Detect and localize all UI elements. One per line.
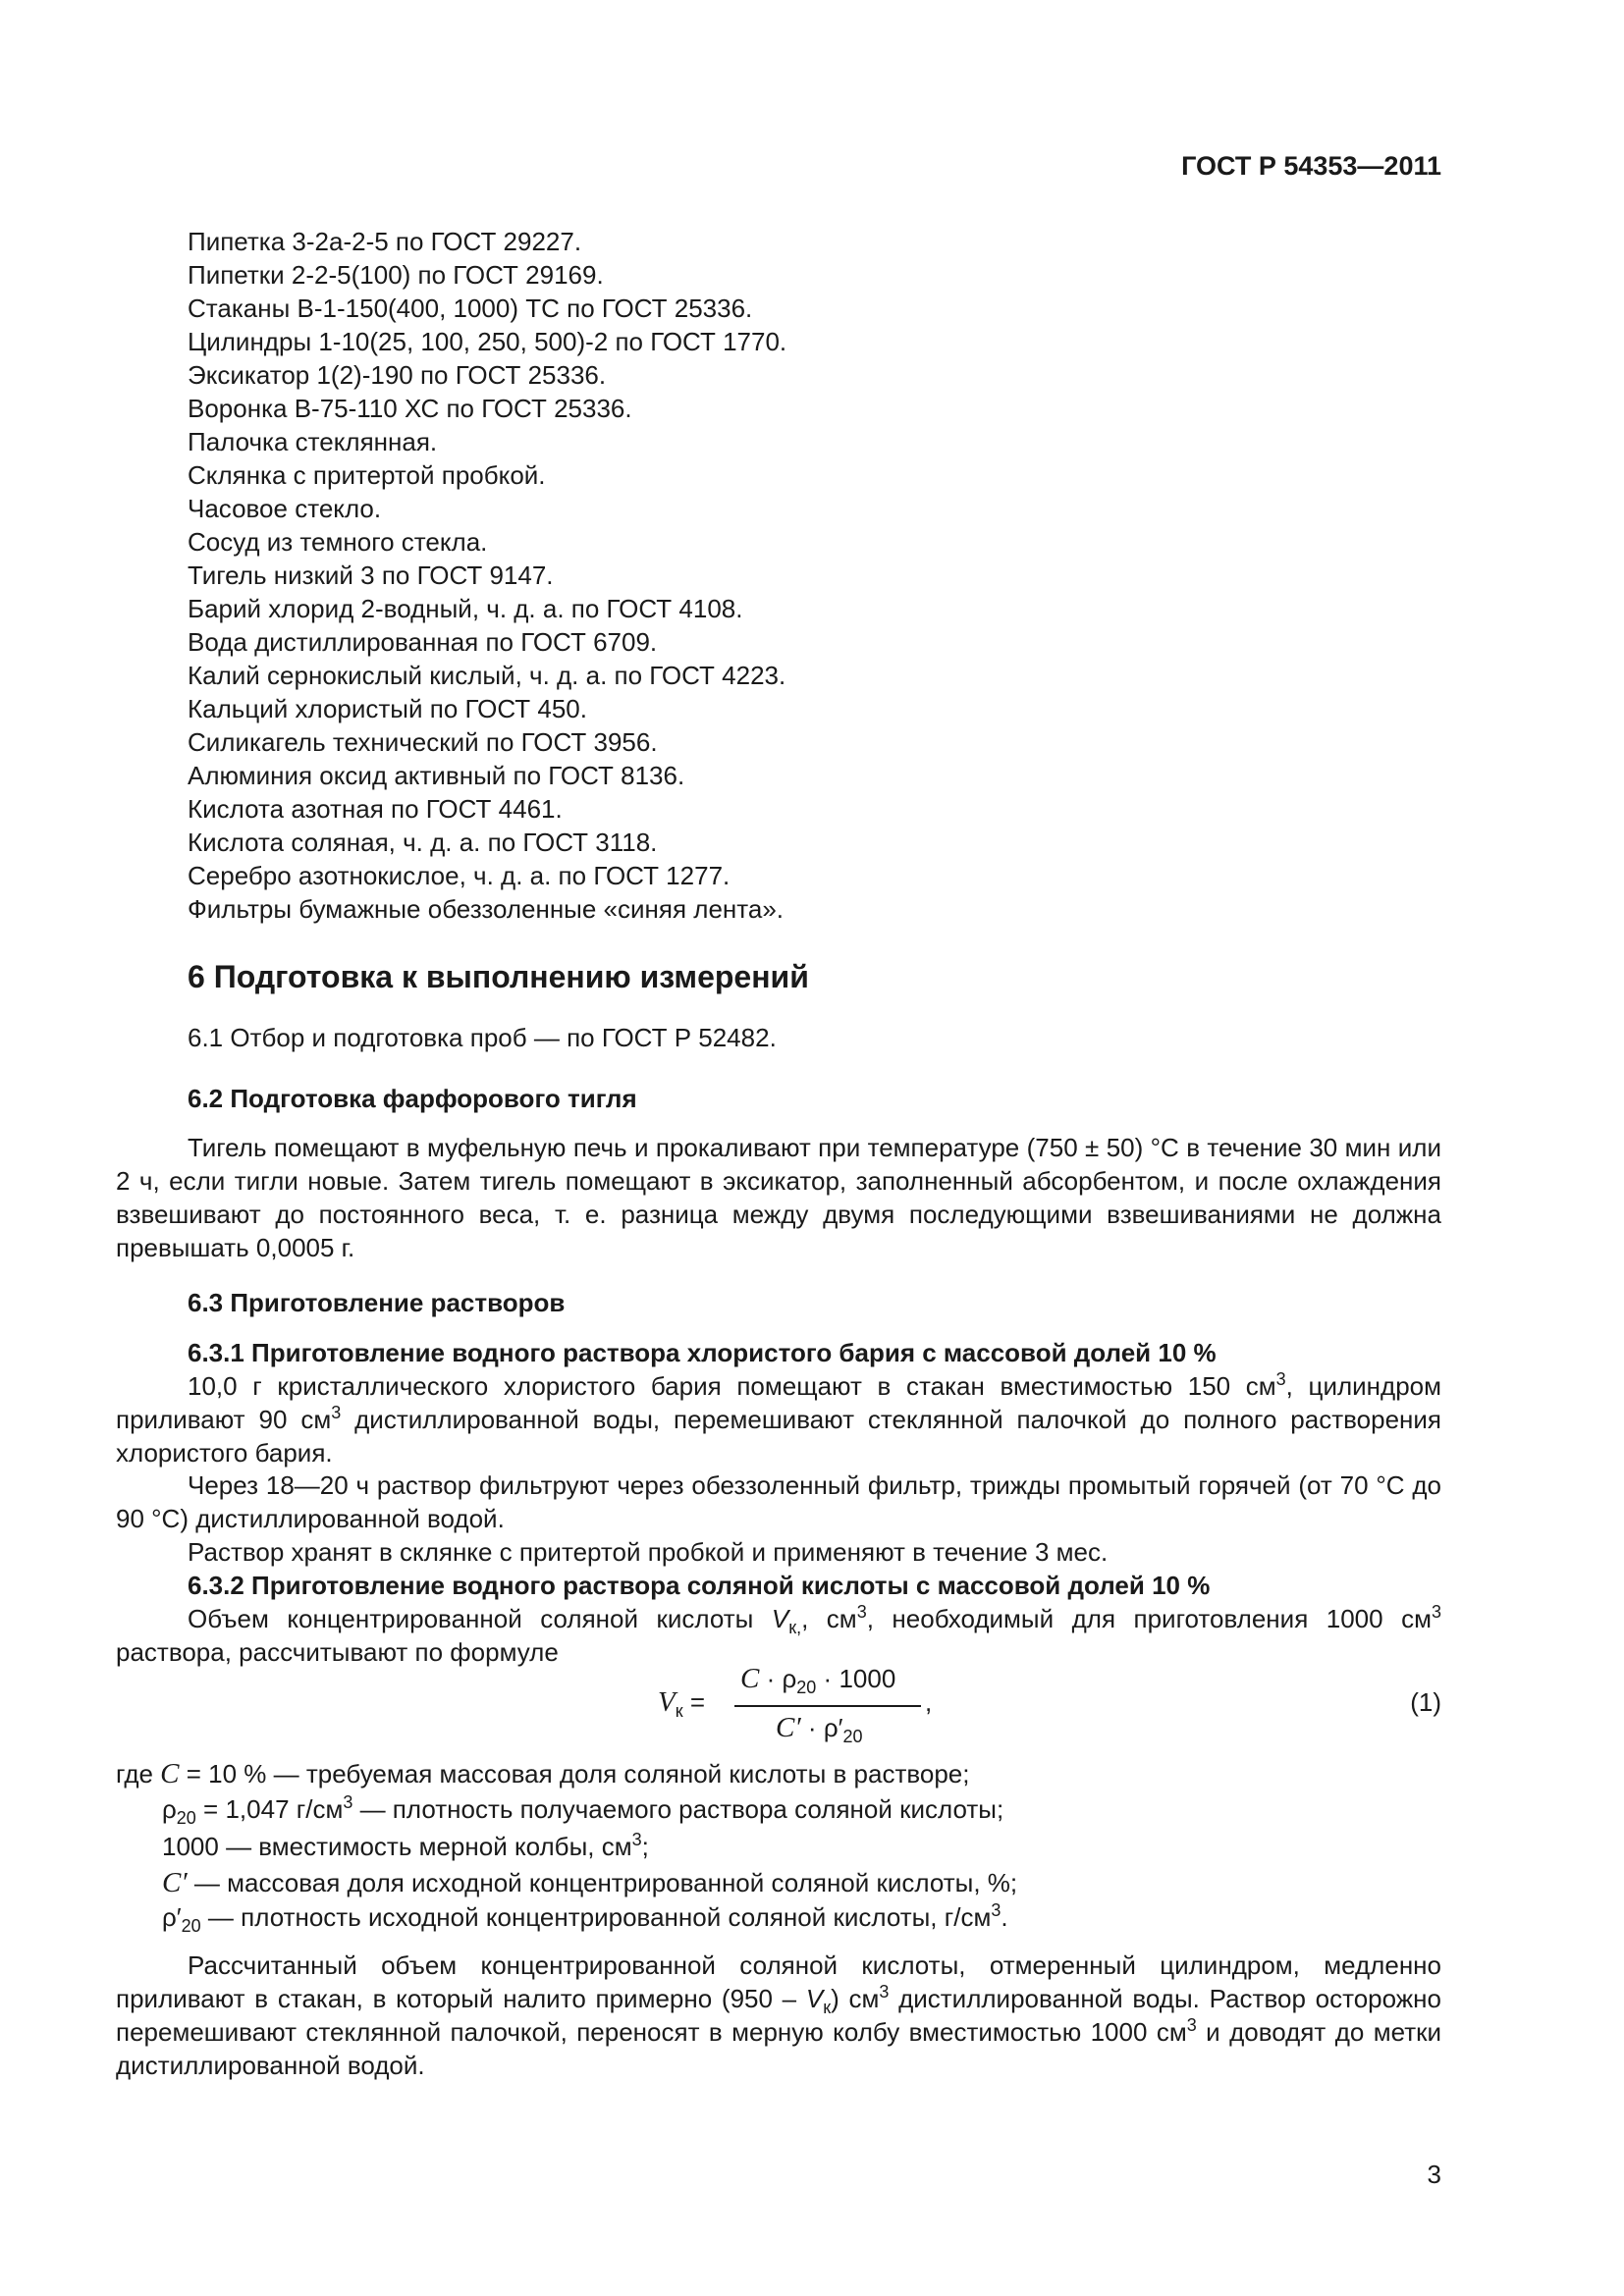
heading-6-3-1: 6.3.1 Приготовление водного раствора хлористого бария с массовой долей 10 %: [188, 1338, 1217, 1367]
paragraph-6-1: 6.1 Отбор и подготовка проб — по ГОСТ Р 52482.: [188, 1023, 777, 1052]
formula-lhs: $V_к$ =: [658, 1686, 706, 1721]
superscript: 3: [331, 1403, 342, 1422]
subscript: к: [675, 1701, 683, 1721]
list-item: Часовое стекло.: [188, 494, 382, 523]
list-item: Калий сернокислый кислый, ч. д. а. по ГОСТ 4223.: [188, 661, 786, 690]
list-item: Сосуд из темного стекла.: [188, 527, 488, 557]
superscript: 3: [1275, 1369, 1286, 1389]
where-rho-prime: $\rho'_{20}$ — плотность исходной концентрированной соляной кислоты, $г/см^3$.: [162, 1900, 1008, 1936]
list-item: Барий хлорид 2-водный, ч. д. а. по ГОСТ 4108.: [188, 594, 743, 623]
equals-sign: =: [689, 1687, 706, 1717]
text-run: , необходимый для приготовления 1000 см: [866, 1604, 1432, 1633]
list-item: Эксикатор 1(2)-190 по ГОСТ 25336.: [188, 360, 607, 390]
text-run: , см: [801, 1604, 857, 1633]
where-c: где C = 10 % — требуемая массовая доля соляной кислоты в растворе;: [116, 1758, 970, 1789]
formula-comma: ,: [925, 1687, 933, 1717]
paragraph-6-3-1-a: [116, 1369, 1441, 1469]
document-header: ГОСТ Р 54353—2011: [1181, 151, 1441, 181]
list-item: Стаканы В-1-150(400, 1000) ТС по ГОСТ 25336.: [188, 294, 753, 323]
symbol-v: V: [771, 1604, 789, 1633]
paragraph-final: Рассчитанный объем концентрированной соляной кислоты, отмеренный цилиндром, медленно приливают в стакан, в который налито примерно $(950 - V_к)$ $см^3$ дистиллированной воды. Раствор осторожно перемешивают стеклянной палочкой, переносят в мерную колбу вместимостью 1000 $см^3$ и доводят до метки дистиллированной водой.: [116, 1950, 1442, 2080]
list-item: Воронка В-75-110 ХС по ГОСТ 25336.: [188, 394, 632, 423]
heading-6-3: 6.3 Приготовление растворов: [188, 1288, 566, 1317]
list-item: Цилиндры 1-10(25, 100, 250, 500)-2 по ГОСТ 1770.: [188, 327, 787, 356]
list-item: Пипетки 2-2-5(100) по ГОСТ 29169.: [188, 260, 604, 290]
list-item: Палочка стеклянная.: [188, 427, 438, 456]
list-item: Алюминия оксид активный по ГОСТ 8136.: [188, 761, 685, 790]
text-run: дистиллированной воды, перемешивают стеклянной палочкой до полного растворения хлористого бария.: [116, 1405, 1442, 1468]
list-item: Фильтры бумажные обеззоленные «синяя лента».: [188, 894, 785, 924]
formula: [658, 1662, 952, 1750]
list-item: Силикагель технический по ГОСТ 3956.: [188, 727, 658, 757]
list-item: Кислота азотная по ГОСТ 4461.: [188, 794, 563, 824]
superscript: 3: [1431, 1602, 1441, 1622]
subscript: к,: [788, 1618, 802, 1637]
formula-denominator: $C' \cdot \rho'_{20}$: [776, 1712, 863, 1746]
equipment-list: [188, 225, 1366, 926]
paragraph-6-3-1-c: Раствор хранят в склянке с притертой пробкой и применяют в течение 3 мес.: [188, 1537, 1109, 1567]
list-item: Тигель низкий 3 по ГОСТ 9147.: [188, 561, 554, 590]
list-item: Склянка с притертой пробкой.: [188, 460, 546, 490]
heading-6-2: 6.2 Подготовка фарфорового тигля: [188, 1084, 637, 1113]
formula-number: (1): [1410, 1687, 1441, 1717]
section-title: 6 Подготовка к выполнению измерений: [188, 959, 809, 994]
list-item: Серебро азотнокислое, ч. д. а. по ГОСТ 1277.: [188, 861, 731, 890]
paragraph-6-3-1-b: Через 18—20 ч раствор фильтруют через обеззоленный фильтр, трижды промытый горячей (от 70 °С до 90 °С) дистиллированной водой.: [116, 1470, 1441, 1533]
where-volume: 1000 — вместимость мерной колбы, $см^3$;: [162, 1830, 649, 1861]
list-item: Пипетка 3-2а-2-5 по ГОСТ 29227.: [188, 227, 582, 256]
where-rho20: $\rho_{20} = 1,047$ $г/см^3$ — плотность получаемого раствора соляной кислоты;: [162, 1792, 1004, 1828]
text-run: Объем концентрированной соляной кислоты: [188, 1604, 772, 1633]
where-c-prime: C′ — массовая доля исходной концентрированной соляной кислоты, %;: [162, 1867, 1018, 1898]
formula-numerator: $C \cdot \rho_{20} \cdot 1000$: [740, 1663, 896, 1697]
paragraph-6-3-2-a: [116, 1602, 1441, 1669]
superscript: 3: [856, 1602, 867, 1622]
fraction-bar: [734, 1705, 921, 1707]
list-item: Кислота соляная, ч. д. а. по ГОСТ 3118.: [188, 828, 658, 857]
list-item: Кальций хлористый по ГОСТ 450.: [188, 694, 587, 723]
text-run: , цилиндром приливают 90 см: [116, 1371, 1441, 1434]
list-item: Вода дистиллированная по ГОСТ 6709.: [188, 627, 658, 657]
text-run: раствора, рассчитывают по формуле: [116, 1637, 559, 1667]
text-run: 10,0 г кристаллического хлористого бария помещают в стакан вместимостью 150 см: [188, 1371, 1276, 1401]
page-number: 3: [1427, 2160, 1441, 2189]
paragraph-6-2: Тигель помещают в муфельную печь и прокаливают при температуре (750 ± 50) °С в течение 30 мин или 2 ч, если тигли новые. Затем тигель помещают в эксикатор, заполненный абсорбентом, и после охлаждения взвешивают до постоянного веса, т. е. разница между двумя последующими взвешиваниями не должна превышать 0,0005 г.: [116, 1133, 1441, 1262]
heading-6-3-2: 6.3.2 Приготовление водного раствора соляной кислоты с массовой долей 10 %: [188, 1571, 1211, 1600]
